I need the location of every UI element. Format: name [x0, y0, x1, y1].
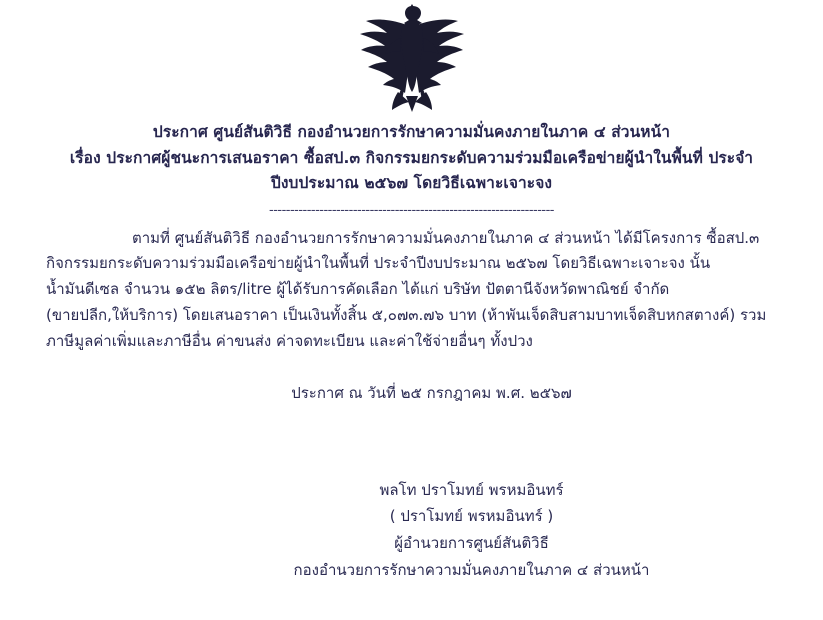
- signature-block: [40, 477, 783, 584]
- body-line-4: (ขายปลีก,ให้บริการ) โดยเสนอราคา เป็นเงินทั้งสิ้น ๕,๐๗๓.๗๖ บาท (ห้าพันเจ็ดสิบสามบาทเจ็ดสิบหกสตางค์) รวม: [46, 306, 767, 325]
- body-line-1: ตามที่ ศูนย์สันติวิธี กองอำนวยการรักษาความมั่นคงภายในภาค ๔ ส่วนหน้า ได้มีโครงการ ซื้อสป.๓: [132, 228, 760, 247]
- divider: --------------------------------------------------------------------: [269, 202, 554, 218]
- signer-organization: กองอำนวยการรักษาความมั่นคงภายในภาค ๔ ส่วนหน้า: [293, 560, 650, 579]
- emblem-container: [40, 4, 783, 116]
- header-line-2: เรื่อง ประกาศผู้ชนะการเสนอราคา ซื้อสป.๓ กิจกรรมยกระดับความร่วมมือเครือข่ายผู้นำในพื้นที่ ประจำ: [69, 148, 754, 167]
- body-line-3: น้ำมันดีเซล จำนวน ๑๕๒ ลิตร/litre ผู้ได้รับการคัดเลือก ได้แก่ บริษัท ปัตตานีจังหวัดพาณิชย์ จำกัด: [46, 280, 670, 299]
- header-line-1: ประกาศ ศูนย์สันติวิธี กองอำนวยการรักษาความมั่นคงภายในภาค ๔ ส่วนหน้า: [152, 123, 671, 141]
- header-line-3: ปีงบประมาณ ๒๕๖๗ โดยวิธีเฉพาะเจาะจง: [270, 174, 553, 193]
- signer-name-parenthetical: ( ปราโมทย์ พรหมอินทร์ ): [389, 507, 554, 526]
- document-body: [40, 226, 783, 355]
- signer-title: ผู้อำนวยการศูนย์สันติวิธี: [394, 534, 549, 553]
- garuda-emblem-icon: [354, 4, 470, 112]
- announcement-date: ประกาศ ณ วันที่ ๒๕ กรกฎาคม พ.ศ. ๒๕๖๗: [291, 383, 572, 402]
- signer-name: พลโท ปราโมทย์ พรหมอินทร์: [379, 480, 564, 499]
- document-header: [40, 120, 783, 197]
- body-line-2: กิจกรรมยกระดับความร่วมมือเครือข่ายผู้นำในพื้นที่ ประจำปีงบประมาณ ๒๕๖๗ โดยวิธีเฉพาะเจาะจง นั้น: [46, 254, 711, 273]
- body-line-5: ภาษีมูลค่าเพิ่มและภาษีอื่น ค่าขนส่ง ค่าจดทะเบียน และค่าใช้จ่ายอื่นๆ ทั้งปวง: [46, 331, 533, 350]
